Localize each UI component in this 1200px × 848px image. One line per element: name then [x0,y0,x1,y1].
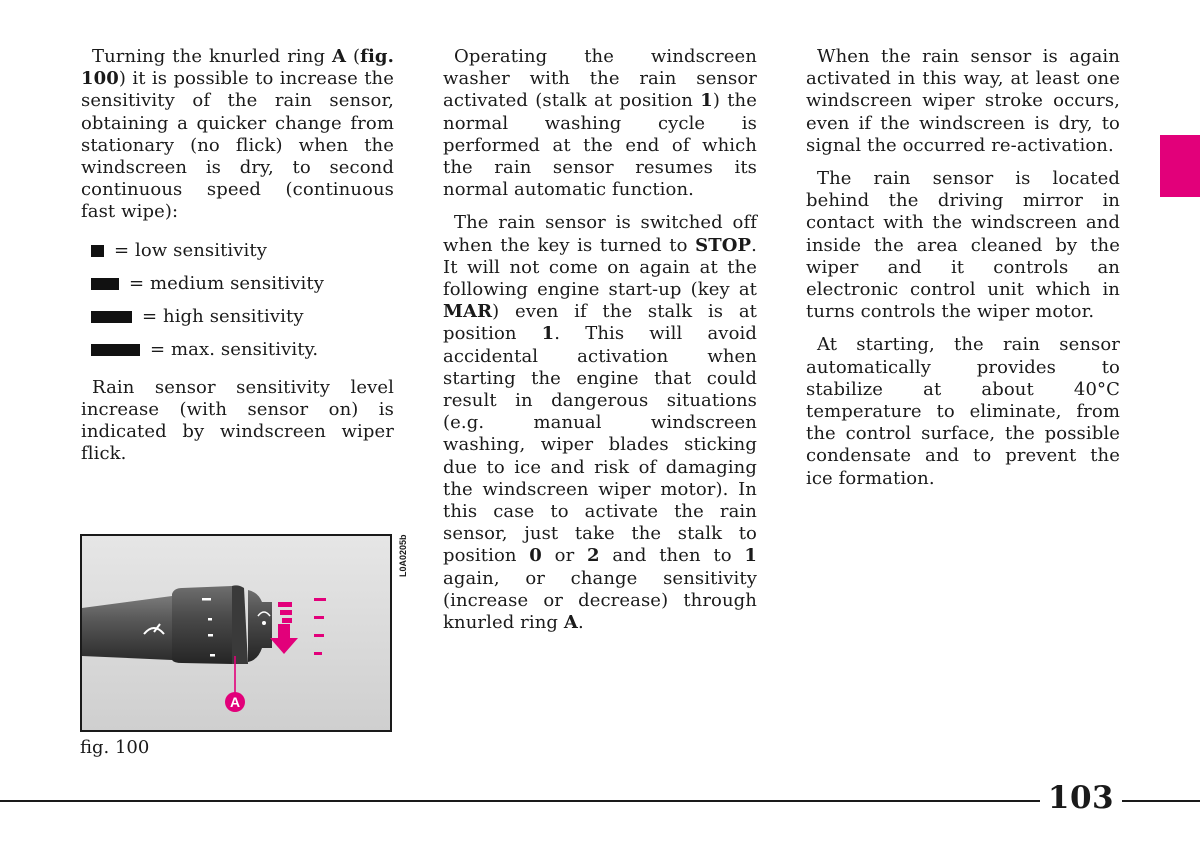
section-tab-marker [1160,135,1200,197]
paragraph-washer: Operating the windscreen washer with the rain sensor activated (stalk at position 1) the normal washing cycle is performed at the end of which the rain sensor resumes its normal automatic function. [443,46,757,201]
paragraph-starting: At starting, the rain sensor automatically provides to stabilize at about 40°C temperature to eliminate, from the control surface, the possible condensate and to prevent the ice formation. [806,334,1120,489]
sensitivity-bar-icon [91,278,119,290]
footer-rule [1122,800,1200,802]
figure-caption: fig. 100 [80,737,150,758]
figure-code [395,533,409,579]
sensitivity-max: = max. sensitivity. [91,334,394,367]
paragraph-sensor-location: The rain sensor is located behind the driving mirror in contact with the windscreen and inside the area cleaned by the wiper and it controls an electronic control unit which in turns controls the wiper motor. [806,168,1120,323]
callout-a-label: A [229,694,241,710]
figure-wiper-stalk [80,534,392,732]
sensitivity-bar-icon [91,344,140,356]
paragraph-flick-indication: Rain sensor sensitivity level increase (with sensor on) is indicated by windscreen wiper flick. [81,376,394,465]
paragraph-reactivation: When the rain sensor is again activated in this way, at least one windscreen wiper stroke occurs, even if the windscreen is dry, to signal the occurred re-activation. [806,46,1120,156]
wiper-stalk-illustration [82,536,390,730]
sensitivity-bar-icon [91,311,132,323]
stalk-ring [172,586,232,664]
sensitivity-list [91,235,394,367]
sensitivity-medium: = medium sensitivity [91,268,394,301]
svg-text:L0A0205b: L0A0205b [398,534,408,577]
page-number: 103 [1047,780,1115,816]
sensitivity-low: = low sensitivity [91,235,394,268]
text-column-3 [806,46,1120,501]
footer-rule [0,800,1040,802]
paragraph-switch-off: The rain sensor is switched off when the key is turned to STOP. It will not come on again at the following engine start-up (key at MAR) even if the stalk is at position 1. This will avoid accidental activation when starting the engine that could result in dangerous situations (e.g. manual windscreen washing, wiper blades sticking due to ice and risk of damaging the windscreen wiper motor). In this case to activate the rain sensor, just take the stalk to position 0 or 2 and then to 1 again, or change sensitivity (increase or decrease) through knurled ring A. [443,212,757,634]
sensitivity-bar-icon [91,245,104,257]
paragraph-knurled-ring: Turning the knurled ring A (fig. 100) it is possible to increase the sensitivity of the rain sensor, obtaining a quicker change from stationary (no flick) when the windscreen is dry, to second continuous speed (continuous fast wipe): [81,46,394,223]
text-column-1 [81,46,394,476]
text-column-2 [443,46,757,645]
sensitivity-high: = high sensitivity [91,301,394,334]
